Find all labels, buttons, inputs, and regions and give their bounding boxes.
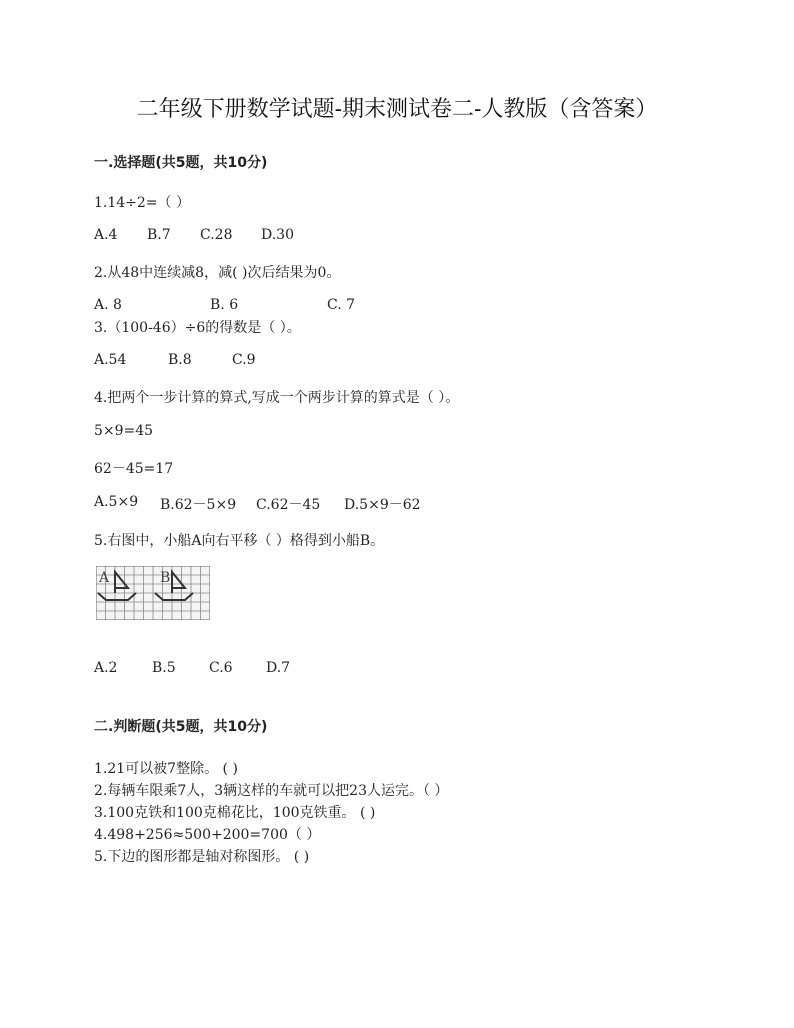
q5-option-a: A.2 bbox=[94, 660, 118, 676]
boat-b-label: B bbox=[160, 570, 171, 586]
q5-option-c: C.6 bbox=[209, 660, 233, 676]
q4-option-b: B.62－5×9 bbox=[160, 497, 237, 513]
boat-grid-figure bbox=[96, 566, 210, 620]
section-heading-judgment: 二.判断题(共5题，共10分) bbox=[94, 719, 268, 735]
q2-option-c: C. 7 bbox=[327, 297, 356, 313]
q5-option-d: D.7 bbox=[266, 660, 291, 676]
page-title: 二年级下册数学试题-期末测试卷二-人教版（含答案） bbox=[136, 97, 658, 122]
question-3: 3.（100-46）÷6的得数是（ ）。 bbox=[94, 320, 301, 336]
question-1: 1.14÷2=（ ） bbox=[94, 195, 190, 211]
question-4: 4.把两个一步计算的算式,写成一个两步计算的算式是（ ）。 bbox=[94, 390, 460, 406]
judgment-item-3: 3.100克铁和100克棉花比，100克铁重。 ( ) bbox=[94, 805, 376, 821]
section-heading-choice: 一.选择题(共5题，共10分) bbox=[94, 155, 268, 171]
q4-option-a: A.5×9 bbox=[94, 494, 139, 510]
q5-option-b: B.5 bbox=[152, 660, 176, 676]
q1-option-a: A.4 bbox=[94, 227, 118, 243]
q1-option-d: D.30 bbox=[261, 227, 294, 243]
q2-option-b: B. 6 bbox=[210, 297, 239, 313]
judgment-item-1: 1.21可以被7整除。 ( ) bbox=[94, 761, 238, 777]
judgment-item-4: 4.498+256≈500+200=700（ ） bbox=[94, 827, 321, 843]
q4-equation-1: 5×9=45 bbox=[94, 423, 154, 439]
question-5: 5.右图中，小船A向右平移（ ）格得到小船B。 bbox=[94, 533, 385, 549]
q3-option-a: A.54 bbox=[94, 352, 127, 368]
q3-option-c: C.9 bbox=[232, 352, 256, 368]
judgment-item-2: 2.每辆车限乘7人，3辆这样的车就可以把23人运完。（ ） bbox=[94, 783, 449, 799]
q3-option-b: B.8 bbox=[168, 352, 192, 368]
boat-grid-svg bbox=[96, 566, 210, 620]
q2-option-a: A. 8 bbox=[94, 297, 122, 313]
q1-option-c: C.28 bbox=[200, 227, 233, 243]
boat-a-label: A bbox=[99, 570, 110, 586]
q4-option-c: C.62－45 bbox=[256, 497, 321, 513]
q1-option-b: B.7 bbox=[147, 227, 171, 243]
judgment-item-5: 5.下边的图形都是轴对称图形。 ( ) bbox=[94, 849, 310, 865]
q4-equation-2: 62－45=17 bbox=[94, 461, 174, 477]
question-2: 2.从48中连续减8，减( )次后结果为0。 bbox=[94, 265, 341, 281]
q4-option-d: D.5×9－62 bbox=[344, 497, 421, 513]
